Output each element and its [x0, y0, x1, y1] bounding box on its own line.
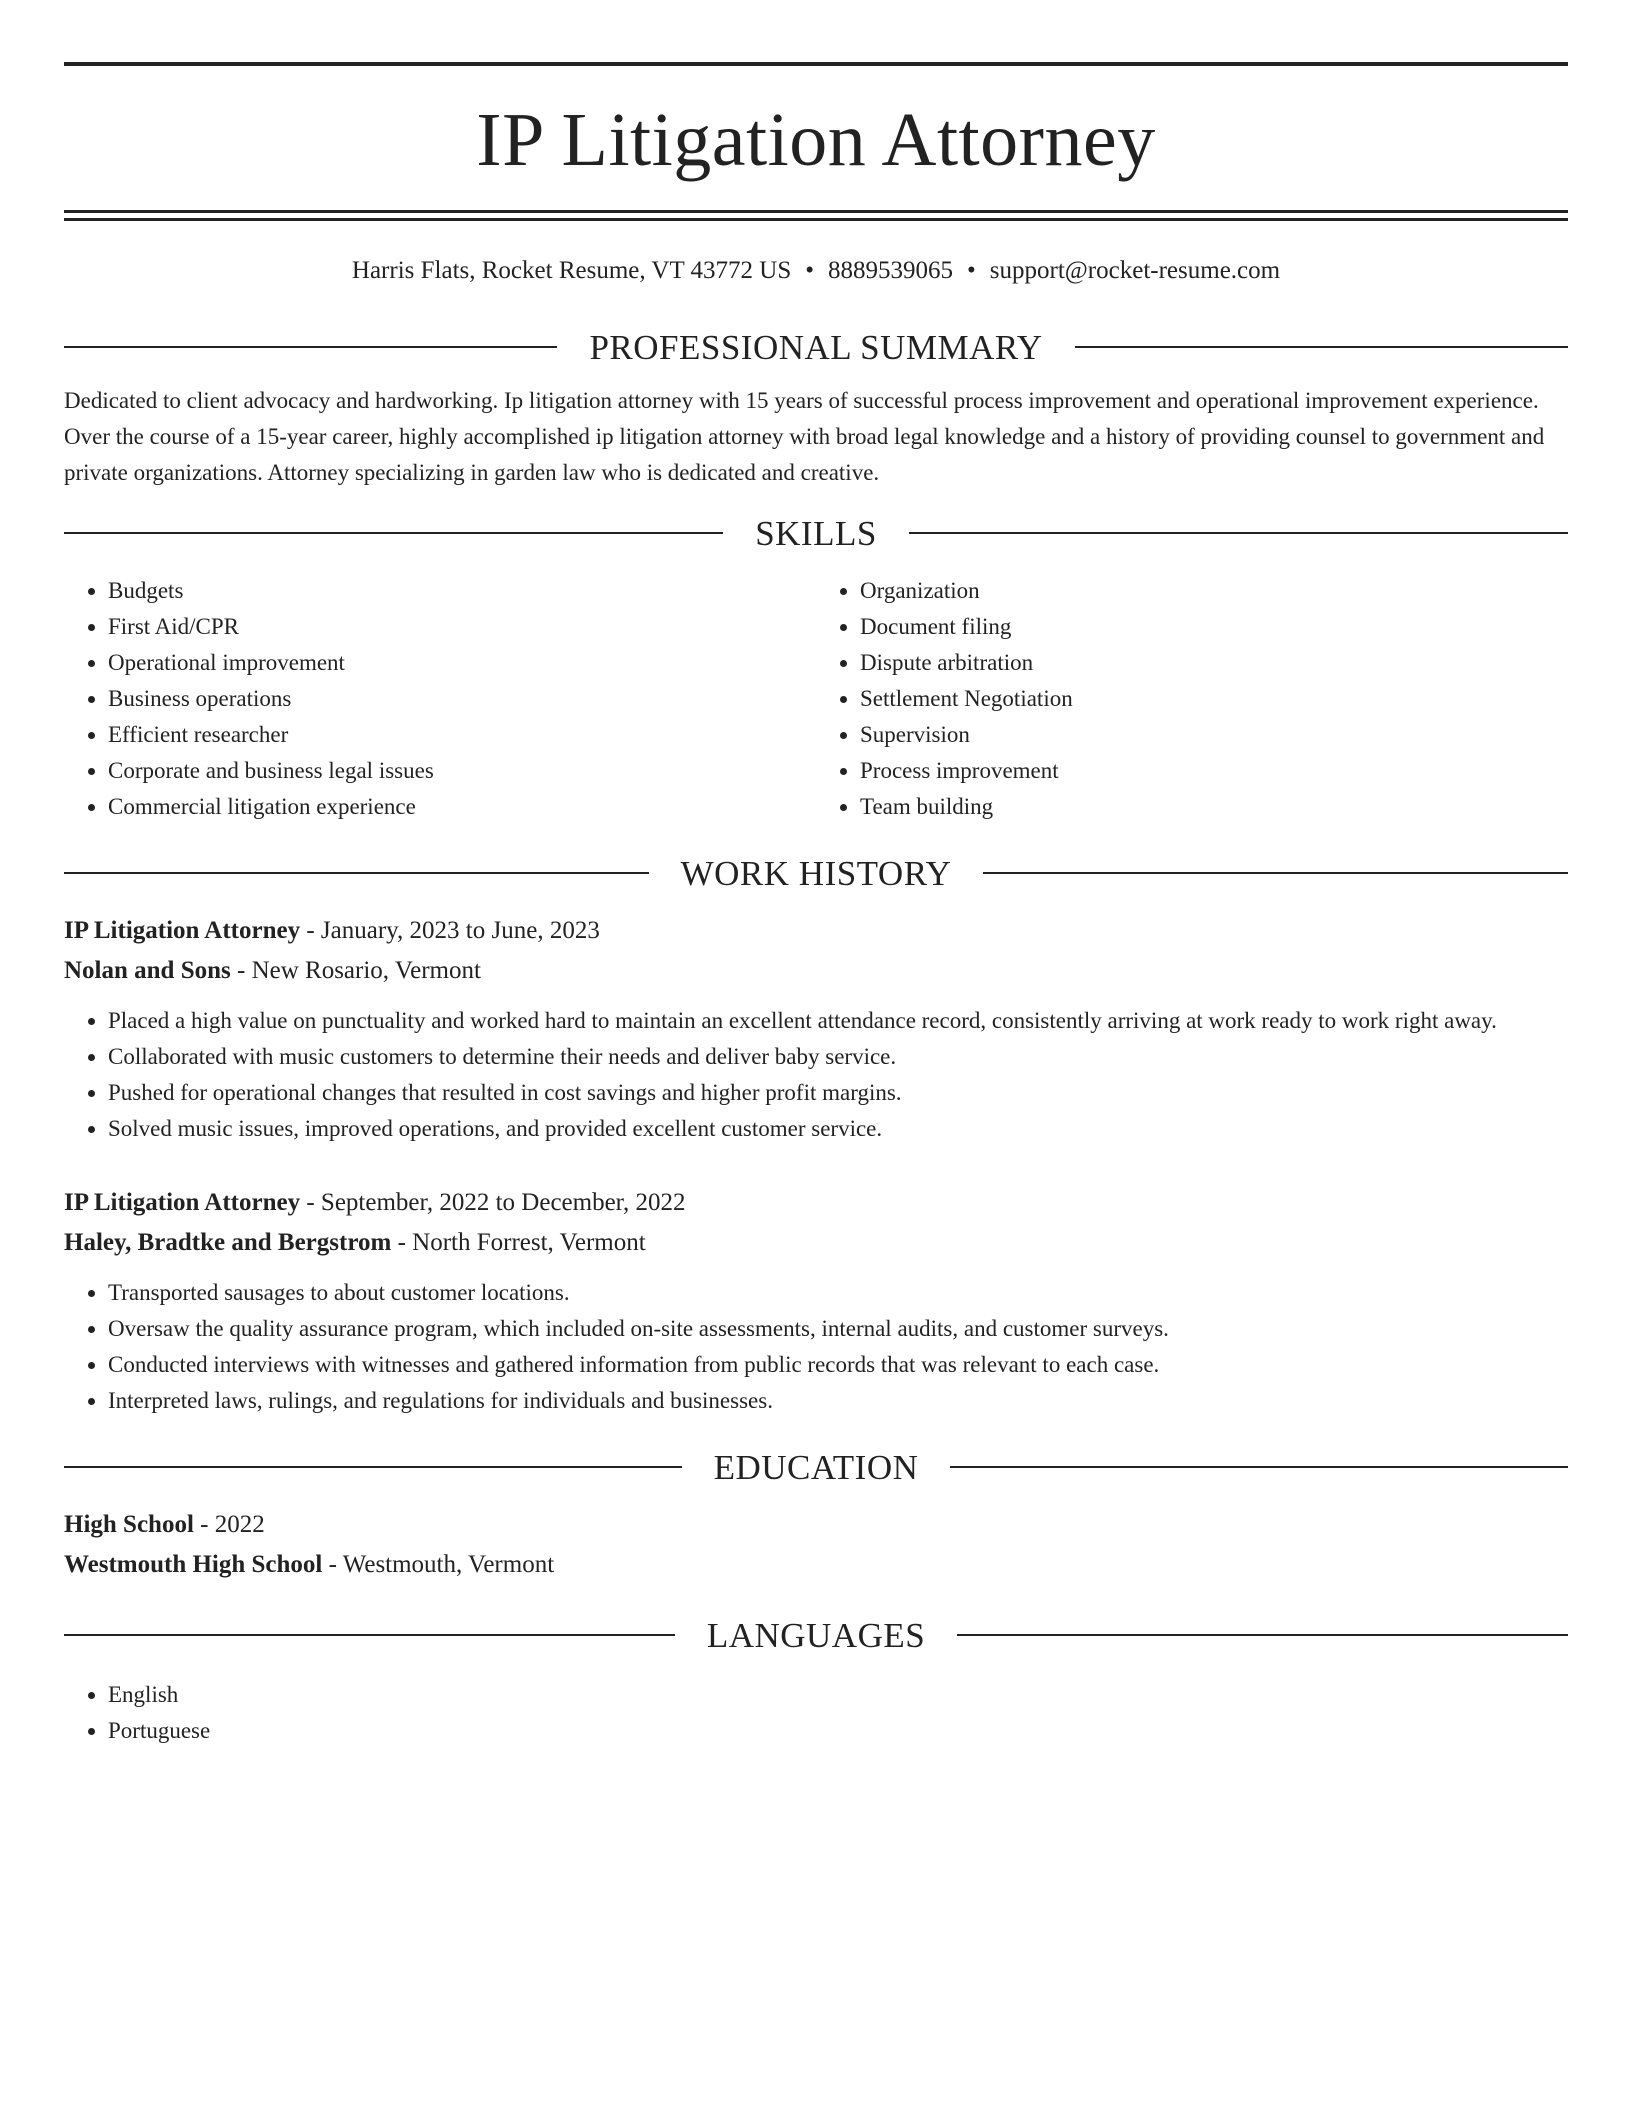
job-location: - North Forrest, Vermont — [391, 1229, 646, 1256]
list-item: • Supervision — [860, 717, 1568, 753]
section-heading-skills — [64, 513, 1568, 553]
job-dates: - September, 2022 to December, 2022 — [300, 1189, 686, 1216]
top-rule — [64, 62, 1568, 66]
list-item: • Efficient researcher — [108, 717, 816, 753]
list-item: • Organization — [860, 573, 1568, 609]
list-item: • Pushed for operational changes that resulted in cost savings and higher profit margins. — [108, 1075, 1568, 1111]
list-item: • Portuguese — [108, 1713, 1568, 1749]
list-item: • English — [108, 1677, 1568, 1713]
section-title: PROFESSIONAL SUMMARY — [589, 327, 1043, 367]
job-title-line — [64, 1183, 1568, 1223]
list-item: • Business operations — [108, 681, 816, 717]
skills-column-left — [64, 573, 816, 825]
section-heading-languages — [64, 1615, 1568, 1655]
list-item: • Corporate and business legal issues — [108, 753, 816, 789]
heading-rule — [983, 872, 1568, 874]
job-entry — [64, 1183, 1568, 1419]
education-entry — [64, 1505, 1568, 1585]
job-title-line — [64, 911, 1568, 951]
job-company: Haley, Bradtke and Bergstrom — [64, 1229, 392, 1256]
section-heading-education — [64, 1447, 1568, 1487]
list-item: • Process improvement — [860, 753, 1568, 789]
list-item: • First Aid/CPR — [108, 609, 816, 645]
summary-text: Dedicated to client advocacy and hardworking. Ip litigation attorney with 15 years of successful process improvement and operational improvement experience. Over the course of a 15-year career, highly accomplished ip litigation attorney with broad legal knowledge and a history of providing counsel to government and private organizations. Attorney specializing in garden law who is dedicated and creative. — [64, 388, 1545, 485]
skills-column-right — [816, 573, 1568, 825]
heading-rule — [950, 1466, 1568, 1468]
contact-phone: 8889539065 — [828, 257, 954, 284]
heading-rule — [64, 1466, 682, 1468]
list-item: • Interpreted laws, rulings, and regulations for individuals and businesses. — [108, 1383, 1568, 1419]
education-school: Westmouth High School — [64, 1551, 323, 1578]
section-heading-work-history — [64, 853, 1568, 893]
job-dates: - January, 2023 to June, 2023 — [300, 917, 600, 944]
contact-address: Harris Flats, Rocket Resume, VT 43772 US — [351, 257, 792, 284]
job-title: IP Litigation Attorney — [64, 917, 301, 944]
languages-list — [64, 1677, 1568, 1749]
job-bullets — [64, 1275, 1568, 1419]
list-item: • Collaborated with music customers to determine their needs and deliver baby service. — [108, 1039, 1568, 1075]
list-item: • Document filing — [860, 609, 1568, 645]
section-title: EDUCATION — [713, 1447, 919, 1487]
job-company-line — [64, 1223, 1568, 1263]
list-item: • Operational improvement — [108, 645, 816, 681]
section-title: WORK HISTORY — [680, 853, 952, 893]
heading-rule — [1075, 346, 1568, 348]
section-title: SKILLS — [755, 513, 877, 553]
education-degree-line — [64, 1505, 1568, 1545]
section-heading-summary — [64, 327, 1568, 367]
education-degree: High School — [64, 1511, 194, 1538]
heading-rule — [64, 872, 649, 874]
list-item: • Oversaw the quality assurance program, which included on-site assessments, internal audits, and customer surveys. — [108, 1311, 1568, 1347]
languages-bullets — [64, 1677, 1568, 1749]
contact-email: support@rocket-resume.com — [989, 257, 1281, 284]
heading-rule — [64, 346, 557, 348]
job-entry — [64, 911, 1568, 1147]
job-title: IP Litigation Attorney — [64, 1189, 301, 1216]
list-item: • Placed a high value on punctuality and worked hard to maintain an excellent attendance record, consistently arriving at work ready to work right away. — [108, 1003, 1568, 1039]
education-location: - Westmouth, Vermont — [322, 1551, 555, 1578]
job-bullets — [64, 1003, 1568, 1147]
list-item: • Commercial litigation experience — [108, 789, 816, 825]
job-location: - New Rosario, Vermont — [230, 957, 481, 984]
contact-separator: • — [967, 257, 976, 284]
page-title: IP Litigation Attorney — [476, 98, 1156, 182]
job-company: Nolan and Sons — [64, 957, 231, 984]
heading-rule — [909, 532, 1568, 534]
list-item: • Dispute arbitration — [860, 645, 1568, 681]
education-year: - 2022 — [193, 1511, 265, 1538]
list-item: • Conducted interviews with witnesses and gathered information from public records that was relevant to each case. — [108, 1347, 1568, 1383]
heading-rule — [64, 532, 723, 534]
contact-line — [64, 258, 1568, 283]
heading-rule — [957, 1634, 1568, 1636]
heading-rule — [64, 1634, 675, 1636]
list-item: • Transported sausages to about customer locations. — [108, 1275, 1568, 1311]
skills-list — [64, 573, 1568, 825]
list-item: • Budgets — [108, 573, 816, 609]
list-item: • Team building — [860, 789, 1568, 825]
education-school-line — [64, 1545, 1568, 1585]
contact-separator: • — [805, 257, 815, 284]
section-title: LANGUAGES — [706, 1615, 926, 1655]
title-double-rule — [64, 210, 1568, 221]
list-item: • Settlement Negotiation — [860, 681, 1568, 717]
list-item: • Solved music issues, improved operations, and provided excellent customer service. — [108, 1111, 1568, 1147]
job-company-line — [64, 951, 1568, 991]
